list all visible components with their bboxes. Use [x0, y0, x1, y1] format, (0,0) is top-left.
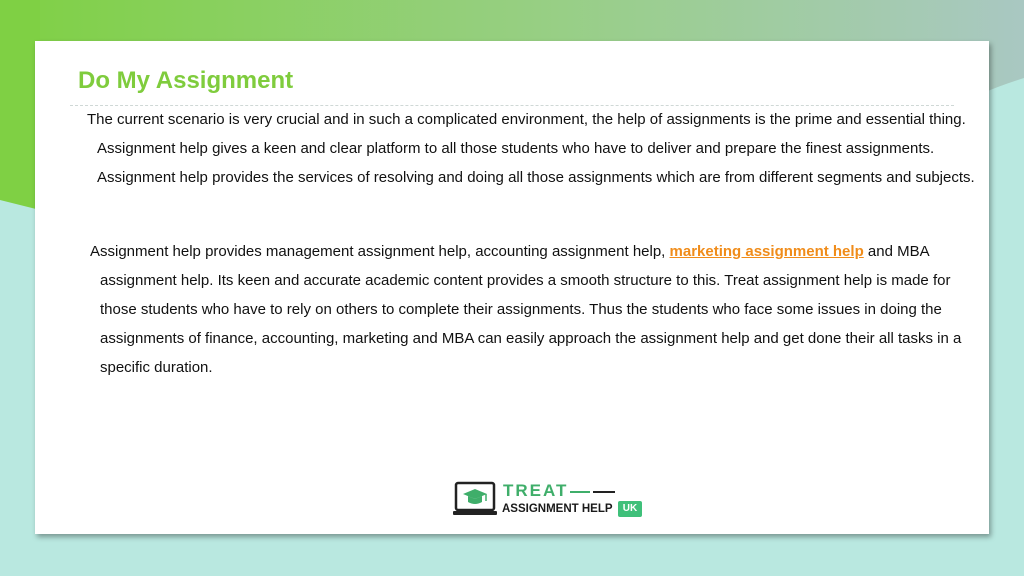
logo-dash-green: [570, 491, 590, 493]
logo-dash-dark: [593, 491, 615, 493]
brand-logo: [452, 481, 642, 521]
laptop-graduation-cap-icon: [452, 481, 498, 519]
logo-badge-uk: UK: [618, 501, 642, 517]
paragraph-2-text-start: Assignment help provides management assignment help, accounting assignment help,: [90, 243, 670, 260]
marketing-assignment-help-link[interactable]: marketing assignment help: [669, 243, 864, 260]
slide-card: [35, 41, 989, 534]
paragraph-2-text-end: and MBA assignment help. Its keen and accurate academic content provides a smooth structure to this. Treat assignment help is made for those students who have to rely on others to complete their assignments. Thus the students who face some issues in doing the assignments of finance, accounting, marketing and MBA can easily approach the assignment help and get done their all tasks in a specific duration.: [100, 243, 962, 376]
logo-word-assignment-help: ASSIGNMENT HELP: [502, 503, 613, 515]
paragraph-2: [90, 237, 980, 382]
paragraph-1: The current scenario is very crucial and in such a complicated environment, the help of assignments is the prime and essential thing. Assignment help gives a keen and clear platform to all those students who have to deliver and prepare the finest assignments. Assignment help provides the services of resolving and doing all those assignments which are from different segments and subjects.: [87, 111, 975, 186]
logo-word-treat: TREAT: [503, 481, 569, 500]
page-title: Do My Assignment: [78, 67, 294, 94]
